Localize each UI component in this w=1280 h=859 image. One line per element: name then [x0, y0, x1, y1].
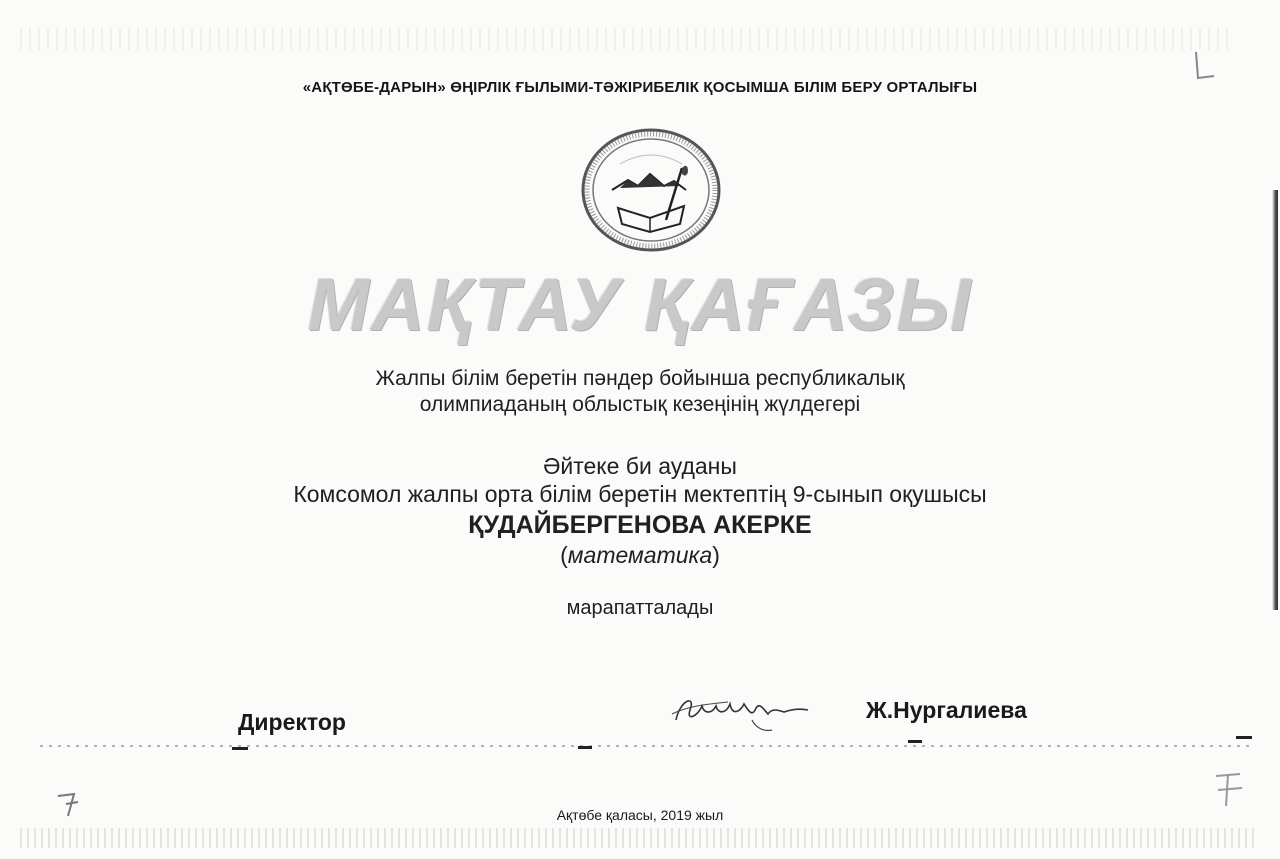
description-line-2: олимпиаданың облыстық кезеңінің жүлдегері — [419, 393, 861, 416]
description-line-1: Жалпы білім беретін пәндер бойынша республикалық — [375, 367, 905, 390]
emblem-icon — [580, 128, 722, 252]
scan-speckle-bottom — [20, 828, 1255, 848]
subject-paren-open: ( — [560, 542, 568, 568]
organization-header: «АҚТӨБЕ-ДАРЫН» ӨҢІРЛІК ҒЫЛЫМИ-ТӘЖІРИБЕЛІК ҚОСЫМША БІЛІМ БЕРУ ОРТАЛЫҒЫ — [302, 79, 978, 96]
footer-place-year: Ақтөбе қаласы, 2019 жыл — [556, 807, 724, 823]
divider-tick — [1236, 736, 1252, 739]
director-label: Директор — [238, 709, 346, 735]
divider-tick — [908, 740, 922, 743]
signature-divider — [40, 745, 1255, 747]
awarded-text: марапатталады — [566, 597, 714, 619]
recipient-name: ҚУДАЙБЕРГЕНОВА АКЕРКЕ — [468, 511, 812, 539]
district-line: Әйтеке би ауданы — [543, 453, 737, 479]
subject: математика — [567, 542, 713, 568]
divider-tick — [578, 746, 592, 749]
corner-mark-icon — [1190, 48, 1218, 82]
scan-speckle-top — [20, 28, 1235, 50]
divider-tick — [232, 747, 248, 750]
subject-line — [0, 542, 1280, 569]
director-name: Ж.Нургалиева — [866, 697, 1027, 723]
corner-mark-icon — [1212, 770, 1246, 810]
subject-paren-close: ) — [712, 542, 720, 568]
school-line: Комсомол жалпы орта білім беретін мектептің 9-сынып оқушысы — [293, 481, 987, 507]
certificate-title: МАҚТАУ ҚАҒАЗЫ — [307, 263, 973, 346]
signature-mark — [668, 680, 818, 740]
